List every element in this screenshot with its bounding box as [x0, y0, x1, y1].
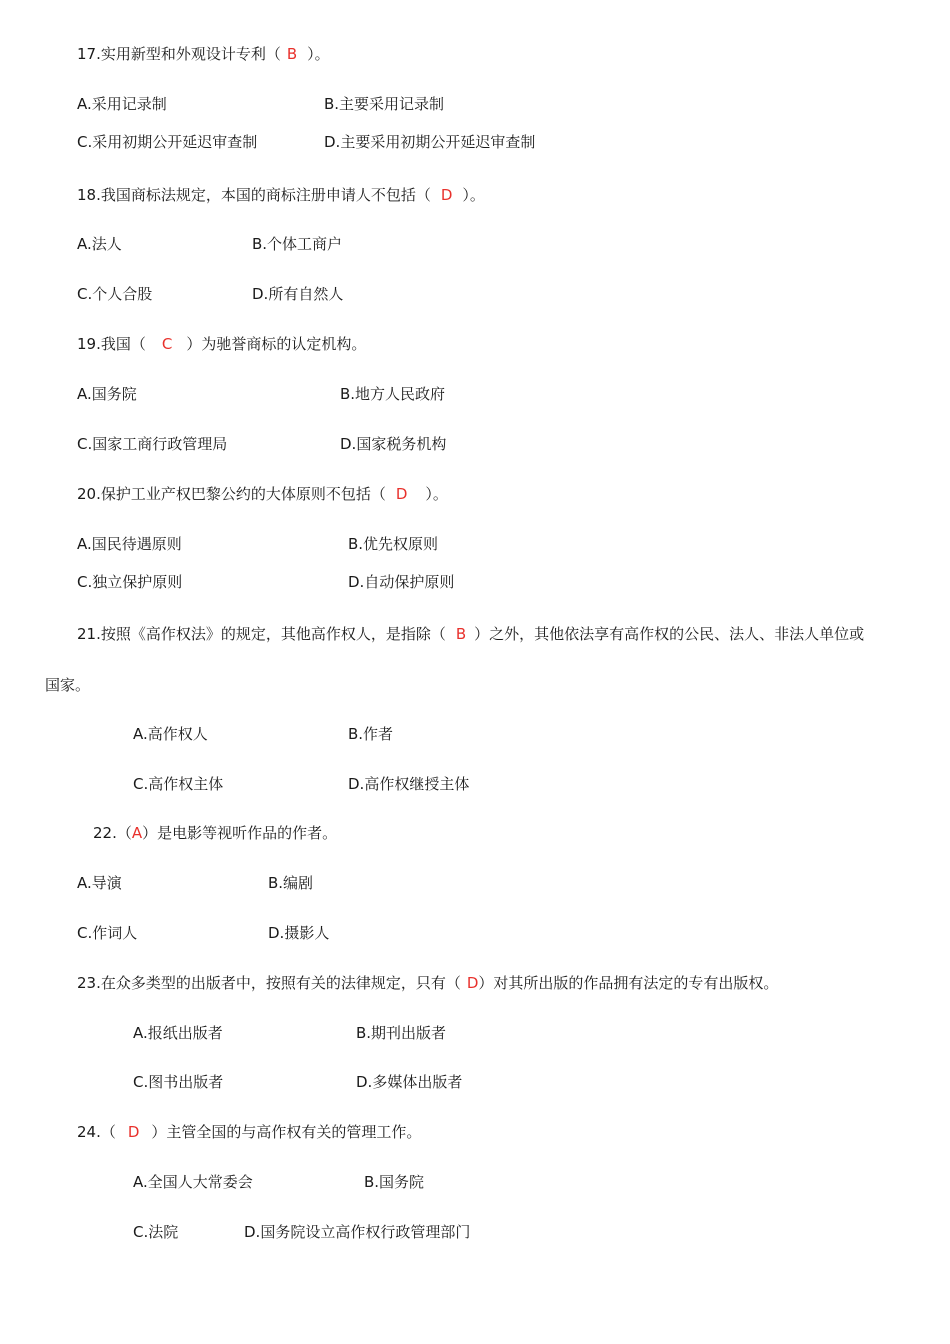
q18-stem-pre: 18.我国商标法规定，本国的商标注册申请人不包括（	[77, 186, 431, 204]
q24-option-b: B.国务院	[364, 1173, 425, 1191]
q18-option-d: D.所有自然人	[252, 285, 344, 303]
q19-answer: C	[161, 335, 173, 353]
q20-stem-pre: 20.保护工业产权巴黎公约的大体原则不包括（	[77, 485, 386, 503]
q23-option-c: C.图书出版者	[133, 1073, 224, 1091]
q17-answer: B	[286, 45, 298, 63]
q23-option-d: D.多媒体出版者	[356, 1073, 463, 1091]
q20-answer: D	[395, 485, 408, 503]
q21-option-c: C.高作权主体	[133, 775, 224, 793]
q22-option-d: D.摄影人	[268, 924, 330, 942]
q18-option-a: A.法人	[77, 235, 122, 253]
q22-stem	[93, 823, 337, 843]
q19-stem	[77, 334, 366, 354]
q24-option-a: A.全国人大常委会	[133, 1173, 253, 1191]
q24-stem-post: ）主管全国的与高作权有关的管理工作。	[151, 1123, 422, 1141]
q22-stem-pre: 22.（	[93, 824, 132, 842]
q24-option-d: D.国务院设立高作权行政管理部门	[244, 1223, 471, 1241]
q24-stem	[77, 1122, 421, 1142]
q21-stem-post: ）之外，其他依法享有高作权的公民、法人、非法人单位或	[474, 625, 865, 643]
q18-stem-post: ）。	[462, 186, 485, 204]
q24-answer: D	[127, 1123, 140, 1141]
q23-stem-post: ）对其所出版的作品拥有法定的专有出版权。	[478, 974, 779, 992]
q17-option-c: C.采用初期公开延迟审查制	[77, 133, 258, 151]
q18-option-b: B.个体工商户	[252, 235, 343, 253]
q20-stem-post: ）。	[425, 485, 448, 503]
q17-option-d: D.主要采用初期公开延迟审查制	[324, 133, 536, 151]
q24-option-c: C.法院	[133, 1223, 179, 1241]
q18-option-c: C.个人合股	[77, 285, 153, 303]
q21-stem-continued: 国家。	[45, 676, 91, 694]
q22-answer: A	[131, 824, 143, 842]
q23-option-a: A.报纸出版者	[133, 1024, 223, 1042]
q19-stem-pre: 19.我国（	[77, 335, 146, 353]
q21-stem	[77, 624, 864, 644]
q19-option-a: A.国务院	[77, 385, 137, 403]
q19-option-d: D.国家税务机构	[340, 435, 447, 453]
q20-option-c: C.独立保护原则	[77, 573, 183, 591]
q18-stem	[77, 185, 485, 205]
q17-stem-post: ）。	[307, 45, 330, 63]
q21-stem-pre: 21.按照《高作权法》的规定，其他高作权人，是指除（	[77, 625, 446, 643]
q22-option-b: B.编剧	[268, 874, 314, 892]
q23-stem-pre: 23.在众多类型的出版者中，按照有关的法律规定，只有（	[77, 974, 461, 992]
q21-option-d: D.高作权继授主体	[348, 775, 470, 793]
q20-option-b: B.优先权原则	[348, 535, 439, 553]
q22-stem-post: ）是电影等视听作品的作者。	[142, 824, 338, 842]
q21-answer: B	[455, 625, 467, 643]
q24-stem-pre: 24.（	[77, 1123, 116, 1141]
q23-stem	[77, 973, 778, 993]
q20-option-d: D.自动保护原则	[348, 573, 455, 591]
q17-option-b: B.主要采用记录制	[324, 95, 445, 113]
q23-answer: D	[466, 974, 479, 992]
q21-option-a: A.高作权人	[133, 725, 208, 743]
q19-option-b: B.地方人民政府	[340, 385, 446, 403]
q19-stem-post: ）为驰誉商标的认定机构。	[186, 335, 367, 353]
q22-option-a: A.导演	[77, 874, 122, 892]
q19-option-c: C.国家工商行政管理局	[77, 435, 228, 453]
q23-option-b: B.期刊出版者	[356, 1024, 447, 1042]
q21-option-b: B.作者	[348, 725, 394, 743]
q18-answer: D	[440, 186, 453, 204]
q17-option-a: A.采用记录制	[77, 95, 167, 113]
q20-option-a: A.国民待遇原则	[77, 535, 182, 553]
q22-option-c: C.作词人	[77, 924, 138, 942]
q20-stem	[77, 484, 448, 504]
q17-stem-pre: 17.实用新型和外观设计专利（	[77, 45, 281, 63]
q17-stem	[77, 44, 330, 64]
